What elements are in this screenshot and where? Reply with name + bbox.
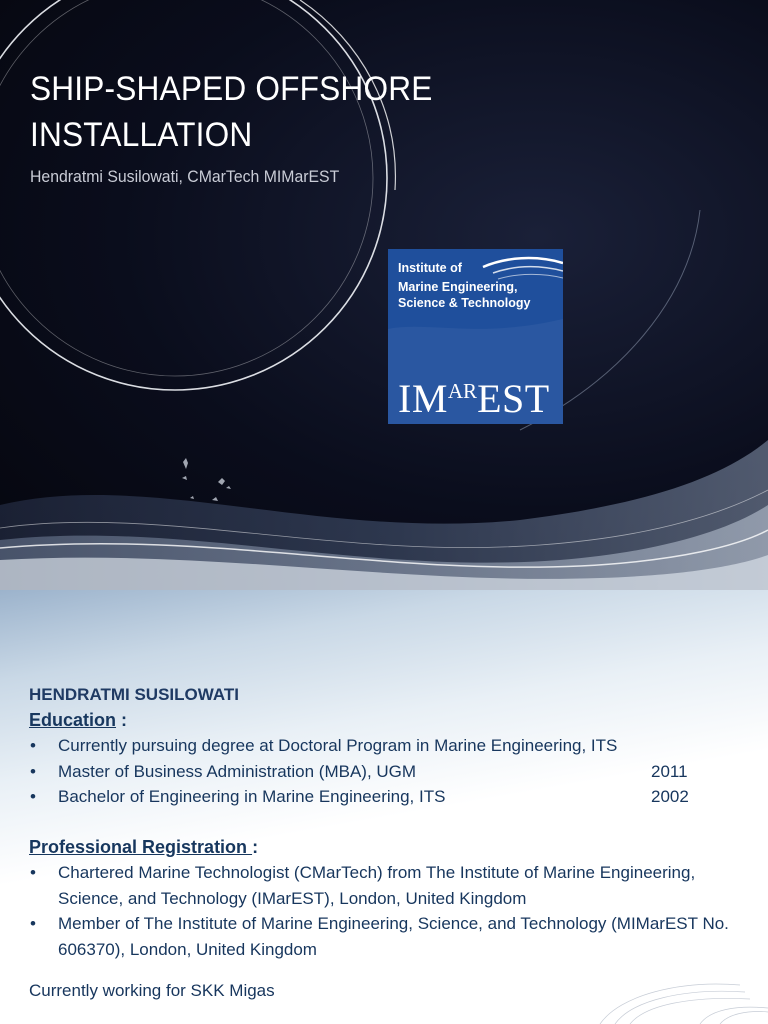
presenter-name: Hendratmi Susilowati, CMarTech MIMarEST [30,167,340,186]
logo-wordmark-ar: AR [447,379,478,403]
current-employer: Currently working for SKK Migas [29,981,275,1000]
logo-line-2: Marine Engineering, [398,280,518,294]
logo-line-3: Science & Technology [398,296,531,310]
imarest-logo [388,249,563,424]
education-item-text: Master of Business Administration (MBA), UGM [58,761,417,781]
education-item [29,784,749,810]
education-item-text: Currently pursuing degree at Doctoral Program in Marine Engineering, ITS [58,736,618,755]
registration-heading-label: Professional Registration [29,836,253,857]
education-item [29,733,749,759]
registration-item-text: Chartered Marine Technologist (CMarTech) from The Institute of Marine Engineering, Science, and Technology (IMarEST), London, United Kingdom [58,863,696,908]
profile-slide [0,590,768,1024]
registration-heading [29,835,749,861]
registration-item [29,911,749,962]
education-item-text: Bachelor of Engineering in Marine Engineering, ITS [58,787,446,806]
logo-wordmark-est: EST [477,376,550,421]
registration-heading-colon: : [252,836,259,857]
bullet-icon: • [30,787,36,806]
logo-wordmark [398,371,550,419]
education-item-year: 2011 [651,761,688,781]
bullet-icon: • [30,914,36,933]
person-name: HENDRATMI SUSILOWATI [29,685,239,704]
profile-content [29,682,749,1004]
slide-title [30,66,439,158]
bullet-icon: • [30,761,36,781]
registration-item [29,860,749,911]
registration-item-text: Member of The Institute of Marine Engineering, Science, and Technology (MIMarEST No. 606370), London, United Kingdom [58,914,729,959]
education-heading [29,708,749,734]
logo-line-1: Institute of [398,261,462,275]
education-heading-colon: : [116,709,128,730]
education-item-year: 2002 [651,787,689,806]
bullet-icon: • [30,863,36,882]
title-line-1: SHIP-SHAPED OFFSHORE [30,70,433,108]
bullet-icon: • [30,736,36,755]
education-heading-label: Education [29,709,117,730]
logo-wordmark-im: IM [398,376,448,421]
education-item [29,759,749,785]
title-line-2: INSTALLATION [30,116,253,154]
